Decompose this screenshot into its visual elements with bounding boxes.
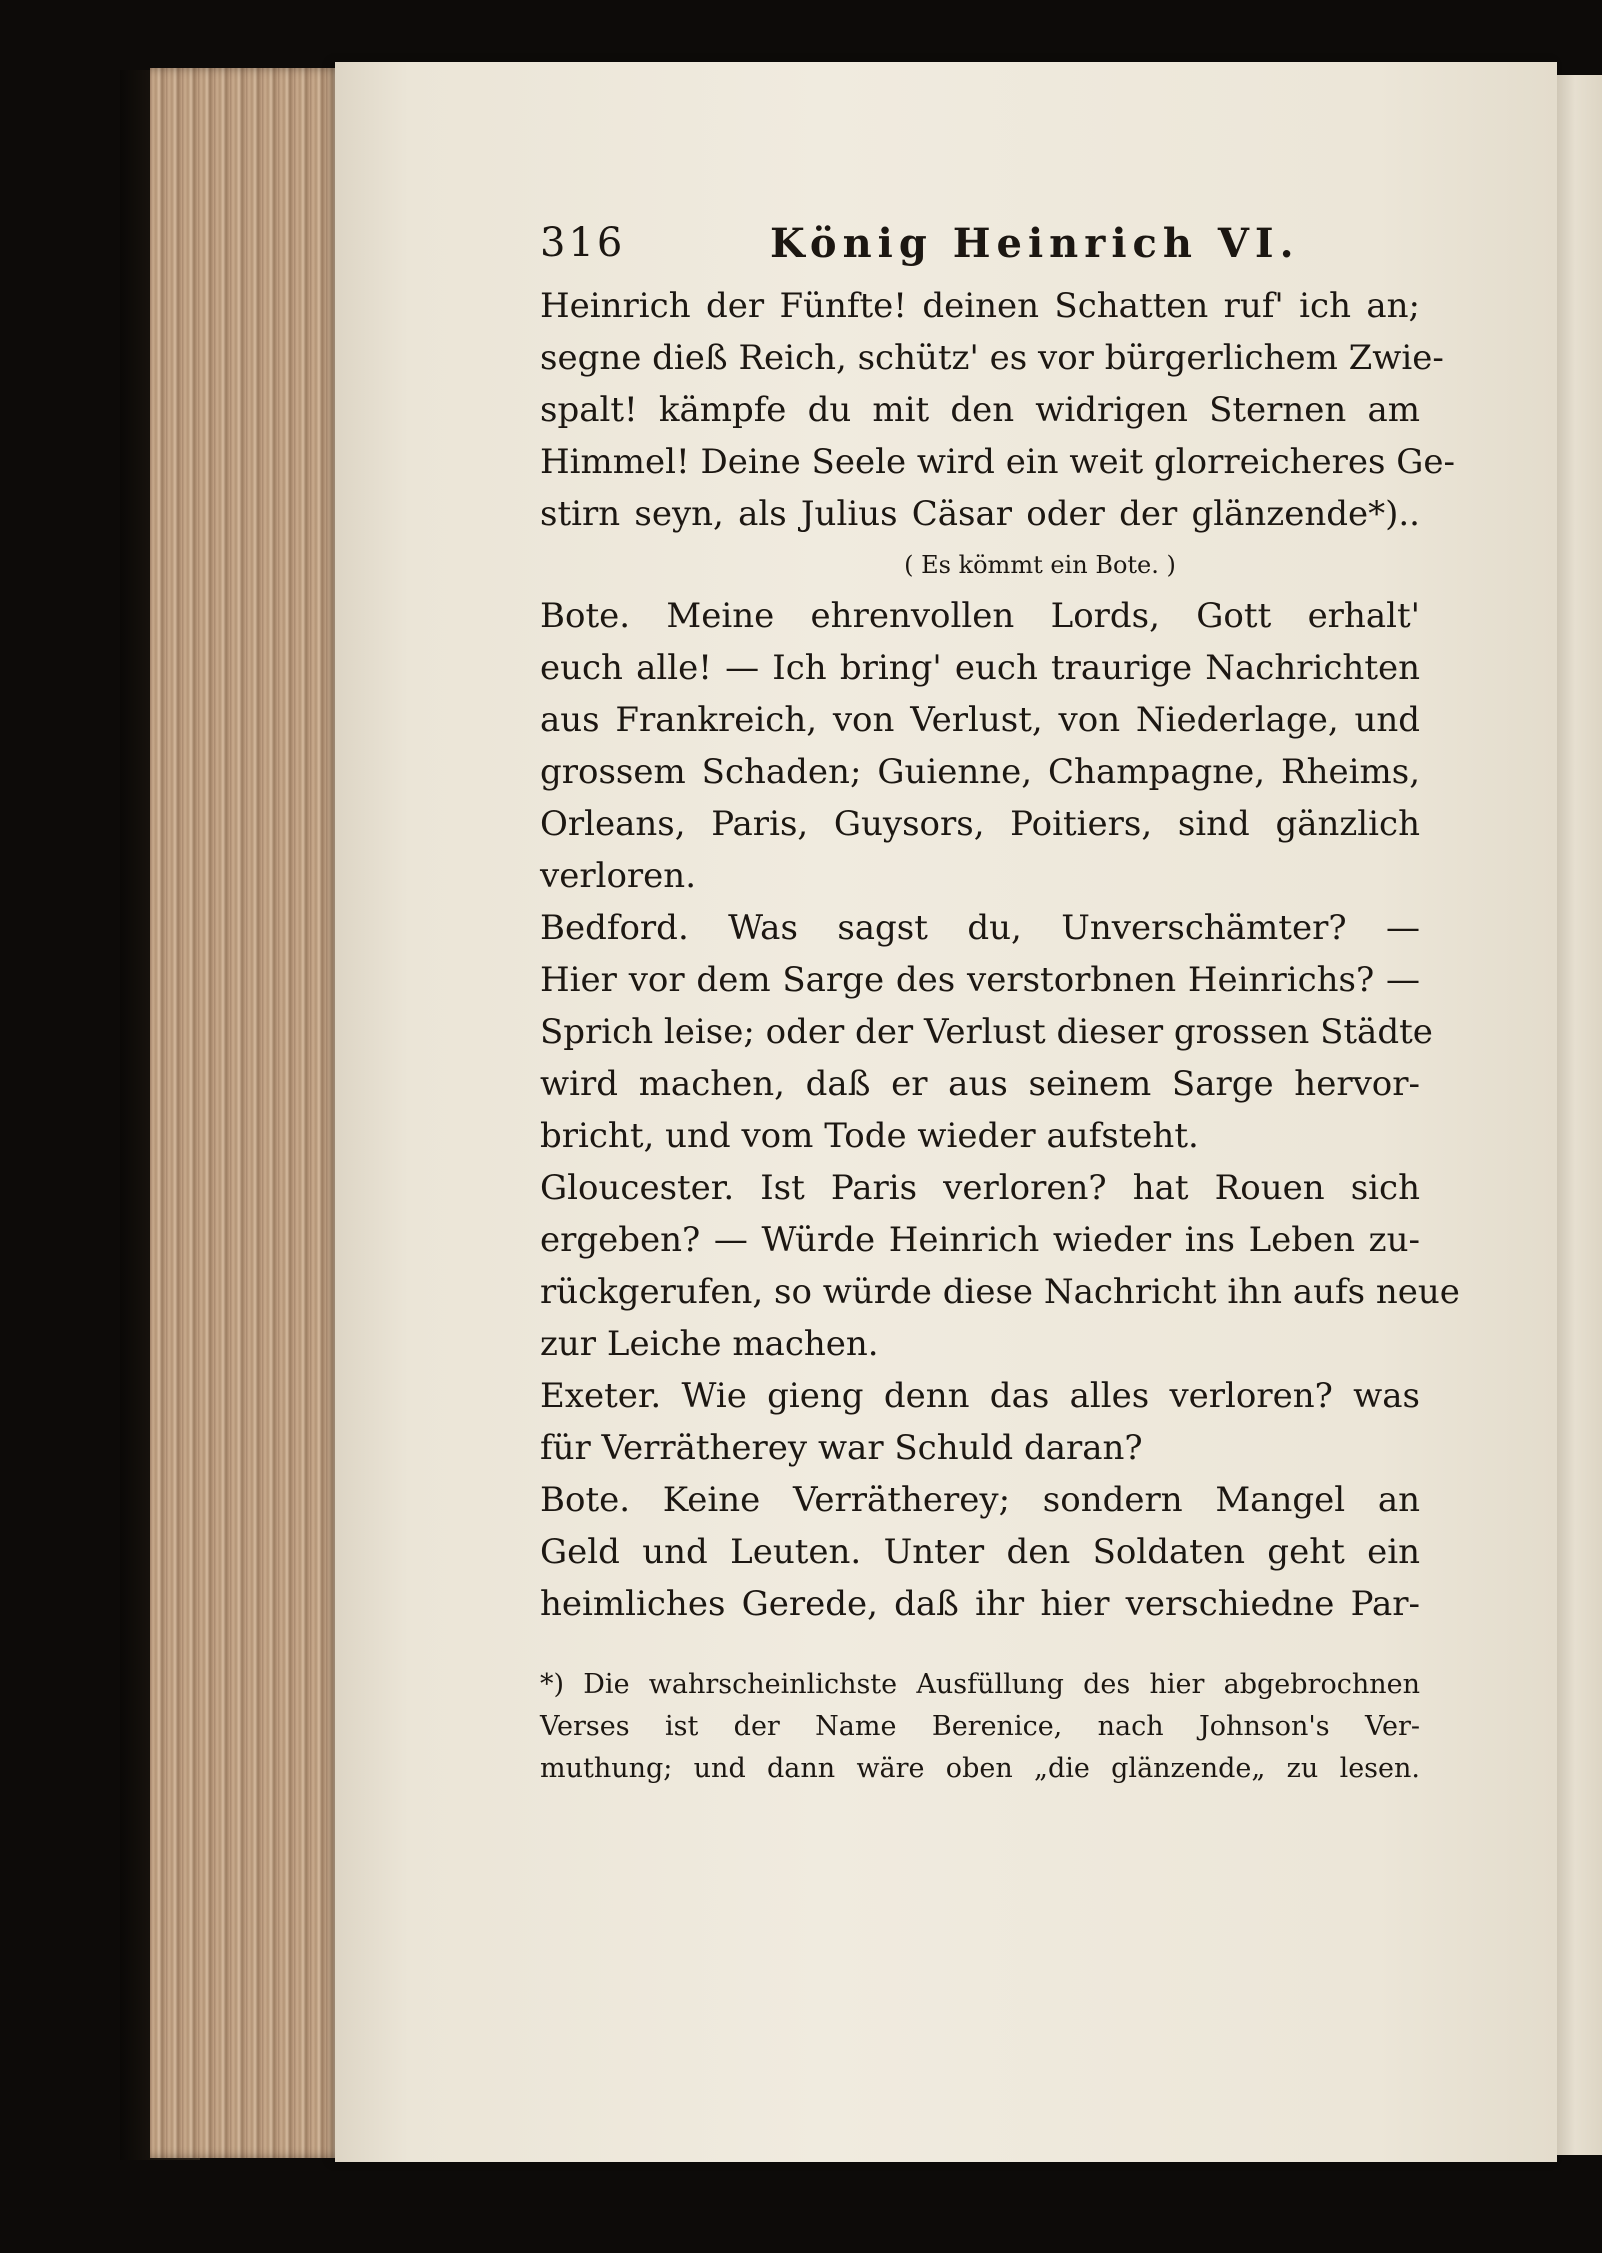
text-line: Hier vor dem Sarge des verstorbnen Heinrichs? — xyxy=(540,960,1420,1000)
text-line: Orleans, Paris, Guysors, Poitiers, sind gänzlich xyxy=(540,804,1420,844)
text-line: Bedford. Was sagst du, Unverschämter? — xyxy=(540,908,1420,948)
page-edges xyxy=(150,68,345,2158)
text-line: rückgerufen, so würde diese Nachricht ihn aufs neue xyxy=(540,1272,1460,1312)
text-line: Exeter. Wie gieng denn das alles verloren? was xyxy=(540,1376,1420,1416)
text-line: Sprich leise; oder der Verlust dieser grossen Städte xyxy=(540,1012,1433,1052)
text-line: spalt! kämpfe du mit den widrigen Sternen am xyxy=(540,390,1420,430)
text-line: heimliches Gerede, daß ihr hier verschiedne Par- xyxy=(540,1584,1420,1624)
page-text xyxy=(540,210,1460,1790)
footnote-line: muthung; und dann wäre oben „die glänzende„ zu lesen. xyxy=(540,1753,1420,1784)
text-line: stirn seyn, als Julius Cäsar oder der glänzende*).. xyxy=(540,494,1420,534)
text-line: Heinrich der Fünfte! deinen Schatten ruf' ich an; xyxy=(540,286,1420,326)
page-header xyxy=(540,210,1420,280)
text-line: für Verrätherey war Schuld daran? xyxy=(540,1428,1143,1468)
text-line: Bote. Keine Verrätherey; sondern Mangel an xyxy=(540,1480,1420,1520)
text-line: Himmel! Deine Seele wird ein weit glorreicheres Ge- xyxy=(540,442,1456,482)
text-line: bricht, und vom Tode wieder aufsteht. xyxy=(540,1116,1199,1156)
text-line: Bote. Meine ehrenvollen Lords, Gott erhalt' xyxy=(540,596,1420,636)
footnote-gap xyxy=(540,1630,1420,1654)
body-text xyxy=(540,280,1460,1630)
running-title: König Heinrich VI. xyxy=(770,220,1300,267)
text-line: verloren. xyxy=(540,856,697,896)
text-line: ergeben? — Würde Heinrich wieder ins Leben zu- xyxy=(540,1220,1420,1260)
text-line: segne dieß Reich, schütz' es vor bürgerlichem Zwie- xyxy=(540,338,1444,378)
text-line: grossem Schaden; Guienne, Champagne, Rheims, xyxy=(540,752,1420,792)
text-line: Geld und Leuten. Unter den Soldaten geht ein xyxy=(540,1532,1420,1572)
text-line: euch alle! — Ich bring' euch traurige Nachrichten xyxy=(540,648,1420,688)
stage-direction: ( Es kömmt ein Bote. ) xyxy=(904,551,1176,579)
text-line: zur Leiche machen. xyxy=(540,1324,879,1364)
text-line: aus Frankreich, von Verlust, von Niederlage, und xyxy=(540,700,1420,740)
footnote-line: Verses ist der Name Berenice, nach Johnson's Ver- xyxy=(540,1711,1420,1742)
page-number: 316 xyxy=(540,220,626,266)
footnote-line: *) Die wahrscheinlichste Ausfüllung des hier abgebrochnen xyxy=(540,1669,1420,1700)
footnote xyxy=(540,1664,1420,1790)
text-line: wird machen, daß er aus seinem Sarge hervor- xyxy=(540,1064,1420,1104)
facing-page-edge xyxy=(1557,75,1602,2155)
text-line: Gloucester. Ist Paris verloren? hat Rouen sich xyxy=(540,1168,1420,1208)
